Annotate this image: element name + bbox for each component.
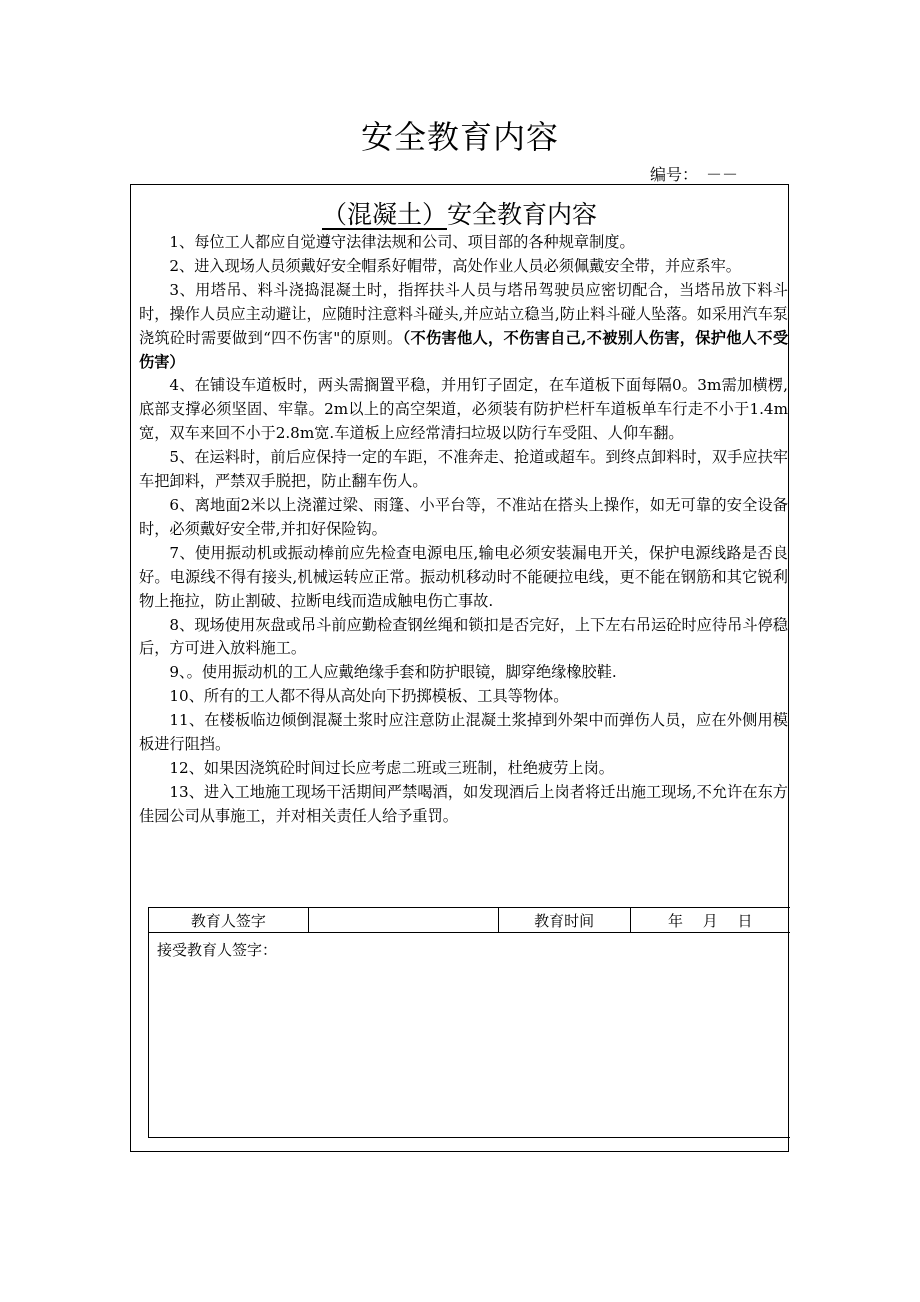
section-title-suffix: 安全教育内容: [447, 200, 598, 229]
rule-6: 6、离地面2米以上浇灌过梁、雨篷、小平台等，不准站在搭头上操作，如无可靠的安全设备时，必须戴好安全带,并扣好保险钩。: [139, 495, 788, 538]
receiver-signature-area[interactable]: [149, 933, 791, 1138]
educator-signature-field[interactable]: [308, 908, 498, 933]
rule-5: 5、在运料时，前后应保持一定的车距，不准奔走、抢道或超车。到终点卸料时，双手应扶牢车把卸料，严禁双手脱把，防止翻车伤人。: [139, 448, 788, 491]
rule-7: 7、使用振动机或振动棒前应先检查电源电压,输电必须安装漏电开关，保护电源线路是否良好。电源线不得有接头,机械运转应正常。振动机移动时不能硬拉电线，更不能在钢筋和其它锐利物上拖拉，防止割破、拉断电线而造成触电伤亡事故.: [139, 543, 788, 610]
receiver-row: [149, 933, 791, 1138]
rule-3-bold-note: （不伤害他人，不伤害自己,不被别人伤害，保护他人不受伤害）: [139, 328, 789, 371]
rule-2: 2、进入现场人员须戴好安全帽系好帽带，高处作业人员必须佩戴安全带，并应系牢。: [169, 256, 741, 275]
signature-table: [148, 907, 790, 1138]
rule-4: 4、在铺设车道板时，两头需搁置平稳，并用钉子固定，在车道板下面每隔0。3m需加横楞,底部支撑必须坚固、牢靠。2m以上的高空架道，必须装有防护栏杆车道板单车行走不小于1.4m宽，双车来回不小于2.8m宽.车道板上应经常清扫垃圾以防行车受阻、人仰车翻。: [139, 376, 788, 443]
signature-row: [149, 908, 791, 933]
rule-3-text: 3、用塔吊、料斗浇捣混凝土时，指挥扶斗人员与塔吊驾驶员应密切配合，当塔吊放下料斗时，操作人员应主动避让，应随时注意料斗碰头,并应站立稳当,防止料斗碰人坠落。如采用汽车泵浇筑砼时需要做到“四不伤害"的原则。: [139, 280, 788, 347]
rule-11: 11、在楼板临边倾倒混凝土浆时应注意防止混凝土浆掉到外架中而弹伤人员，应在外侧用模板进行阻挡。: [139, 711, 788, 754]
rule-8: 8、现场使用灰盘或吊斗前应勤检查钢丝绳和锁扣是否完好，上下左右吊运砼时应待吊斗停稳后，方可进入放料施工。: [139, 615, 788, 658]
educator-signature-label: 教育人签字: [149, 908, 309, 933]
education-date-field[interactable]: 年 月 日: [630, 908, 790, 933]
rule-10: 10、所有的工人都不得从高处向下扔掷模板、工具等物体。: [169, 687, 569, 706]
rule-9: 9、。使用振动机的工人应戴绝缘手套和防护眼镜，脚穿绝缘橡胶鞋.: [169, 663, 617, 682]
education-time-label: 教育时间: [498, 908, 630, 933]
rules-list: [139, 231, 788, 829]
rule-1: 1、每位工人都应自觉遵守法律法规和公司、项目部的各种规章制度。: [169, 233, 635, 251]
receiver-signature-label: 接受教育人签字：: [157, 941, 278, 959]
rule-12: 12、如果因浇筑砼时间过长应考虑二班或三班制，杜绝疲劳上岗。: [169, 758, 614, 777]
rule-3: [139, 279, 788, 375]
section-title-prefix: （混凝土）: [321, 200, 447, 229]
section-title: [131, 195, 788, 231]
document-number: 编号： －－: [650, 165, 739, 184]
rule-13: 13、进入工地施工现场干活期间严禁喝酒，如发现酒后上岗者将迁出施工现场,不允许在东方佳园公司从事施工，并对相关责任人给予重罚。: [139, 782, 788, 825]
document-title: 安全教育内容: [360, 118, 559, 156]
